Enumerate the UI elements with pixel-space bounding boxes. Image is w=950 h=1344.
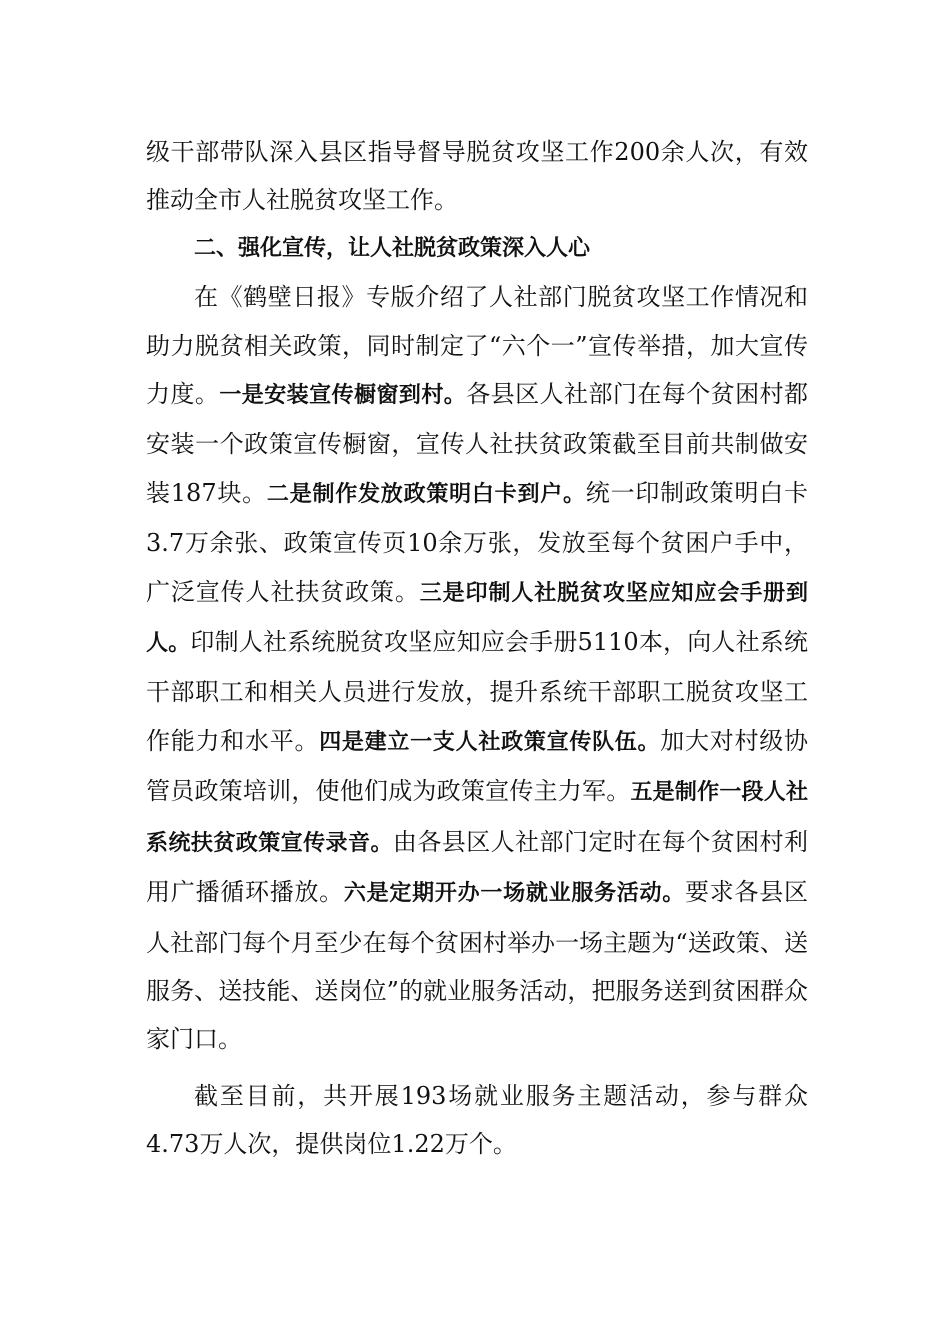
text-segment: 在《鹤壁日报》专版介绍了人社部门脱贫攻坚工作情况和助力脱贫相关政策，同时制定了“六个一”宣传举措，加大宣传力度。 (146, 283, 808, 409)
text-segment: 要求各县区人社部门每个月至少在每个贫困村举办一场主题为“送政策、送服务、送技能、送岗位”的就业服务活动，把服务送到贫困群众家门口。 (146, 878, 808, 1054)
text-segment: 印制人社系统脱贫攻坚应知应会手册5110本，向人社系统干部职工和相关人员进行发放，提升系统干部职工脱贫攻坚工作能力和水平。 (146, 628, 808, 755)
bold-point-1: 一是安装宣传橱窗到村。 (219, 383, 467, 409)
bold-point-6: 六是定期开办一场就业服务活动。 (343, 881, 686, 907)
text-segment: 由各县区人社部门定时在每个贫困村利用广播循环播放。 (146, 827, 808, 907)
section-heading: 二、强化宣传，让人社脱贫政策深入人心 (194, 235, 591, 261)
paragraph-continued: 级干部带队深入县区指导督导脱贫攻坚工作200余人次，有效推动全市人社脱贫攻坚工作。 (146, 138, 808, 215)
bold-point-2: 二是制作发放政策明白卡到户。 (266, 481, 586, 507)
text-segment: 各县区人社部门在每个贫困村都安装一个政策宣传橱窗，宣传人社扶贫政策截至目前共制做安装187块。 (146, 380, 809, 507)
paragraph-summary: 截至目前，共开展193场就业服务主题活动，参与群众4.73万人次，提供岗位1.22万个。 (146, 1081, 808, 1159)
document-page (146, 128, 808, 1169)
bold-point-4: 四是建立一支人社政策宣传队伍。 (319, 729, 661, 755)
bold-point-3: 三是印制人社脱贫攻坚应知应会手册到人。 (146, 580, 808, 657)
text-segment: 统一印制政策明白卡3.7万余张、政策宣传页10余万张，发放至每个贫困户手中，广泛宣传人社扶贫政策。 (146, 478, 809, 606)
bold-point-5: 五是制作一段人社系统扶贫政策宣传录音。 (146, 780, 808, 856)
paragraph-publicity-measures (146, 273, 808, 1064)
text-segment: 加大对村级协管员政策培训，使他们成为政策宣传主力军。 (146, 726, 808, 806)
